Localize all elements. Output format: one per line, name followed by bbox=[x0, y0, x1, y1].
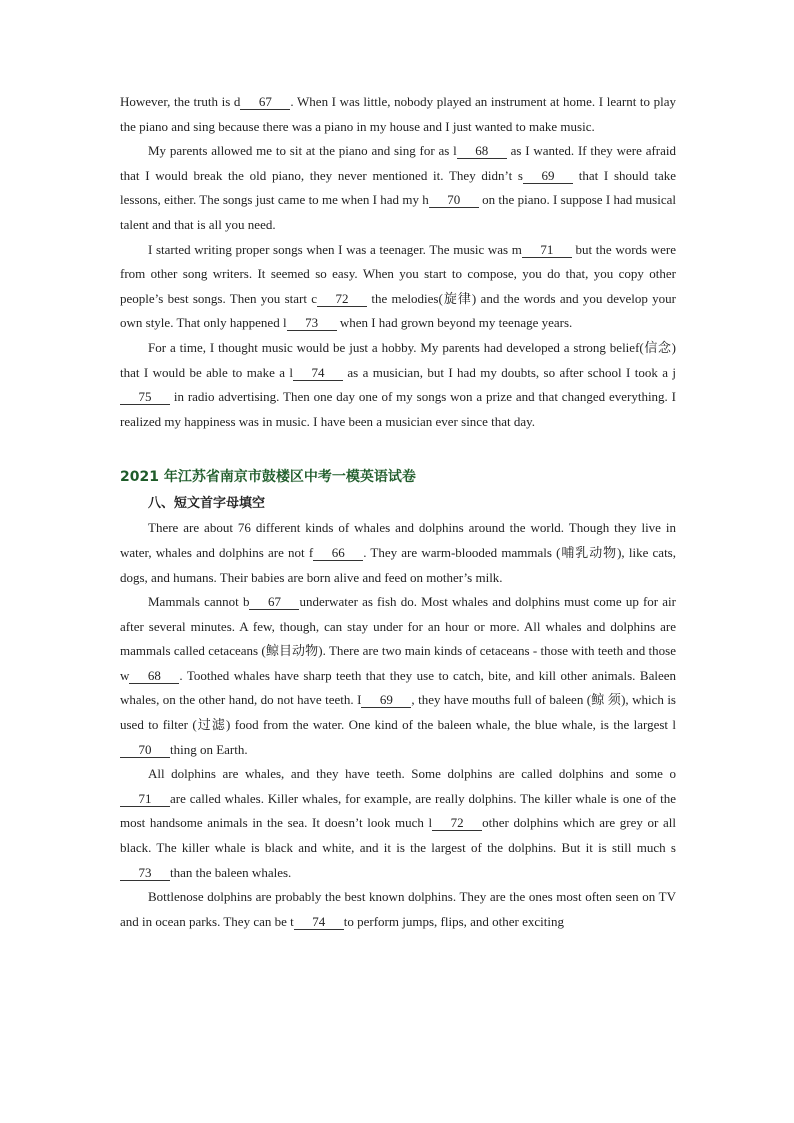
paragraph-text: I started writing proper songs when I was a teenager. The music was m bbox=[148, 241, 522, 257]
paragraph-text: Mammals cannot b bbox=[148, 594, 250, 610]
paragraph-text: on the piano. I suppose I had musical talent and that is all you need. bbox=[120, 192, 676, 232]
paragraph-text: There are about 76 different kinds of whales and dolphins around the world. Though they live in water, whales and dolphins are not f bbox=[120, 520, 676, 560]
paragraph-text: in radio advertising. Then one day one of my songs won a prize and that changed everything. I realized my happiness was in music. I have been a musician ever since that day. bbox=[120, 389, 676, 429]
section-two bbox=[120, 464, 676, 934]
paragraph-text: . They are warm-blooded mammals (哺乳动物), like cats, dogs, and humans. Their babies are born alive and feed on mother’s milk. bbox=[120, 544, 676, 585]
answer-blank[interactable]: 67 bbox=[249, 594, 299, 610]
paragraph-text: than the baleen whales. bbox=[170, 864, 292, 880]
answer-blank[interactable]: 72 bbox=[317, 291, 367, 307]
paragraph-text: My parents allowed me to sit at the piano and sing for as l bbox=[148, 143, 457, 159]
paragraph-text: However, the truth is d bbox=[120, 94, 241, 109]
paragraph bbox=[120, 885, 676, 934]
paragraph-text: but the words were from other song writers. It seemed so easy. When you start to compose, you do that, you copy other people’s best songs. Then you start c bbox=[120, 241, 677, 306]
paragraph-text: other dolphins which are grey or all black. The killer whale is black and white, and it is the largest of the dolphins. But it is still much s bbox=[120, 815, 676, 856]
paragraph bbox=[120, 762, 676, 885]
paragraph bbox=[120, 516, 676, 590]
paragraph-text: . When I was little, nobody played an instrument at home. I learnt to play the piano and sing because there was a piano in my house and I just wanted to make music. bbox=[120, 94, 677, 134]
paragraph bbox=[120, 336, 676, 434]
answer-blank[interactable]: 66 bbox=[313, 545, 363, 561]
paragraph bbox=[120, 139, 676, 237]
passage-two bbox=[120, 516, 676, 934]
document-page bbox=[120, 90, 676, 934]
paragraph-text: are called whales. Killer whales, for example, are really dolphins. The killer whale is one of the most handsome animals in the sea. It doesn’t look much l bbox=[120, 790, 676, 831]
paragraph bbox=[120, 590, 676, 762]
paragraph-text: For a time, I thought music would be just a hobby. My parents had developed a strong belief(信念) that I would be able to make a l bbox=[120, 339, 676, 380]
paragraph-text: . Toothed whales have sharp teeth that they use to catch, bite, and kill other animals. Baleen whales, on the other hand, do not have teeth. I bbox=[120, 667, 676, 708]
answer-blank[interactable]: 72 bbox=[432, 815, 482, 831]
answer-blank[interactable]: 74 bbox=[294, 914, 344, 930]
paragraph-text: as I wanted. If they were afraid that I would break the old piano, they never mentioned it. They didn’t s bbox=[120, 143, 676, 183]
answer-blank[interactable]: 73 bbox=[287, 315, 337, 331]
exam-title: 2021 年江苏省南京市鼓楼区中考一模英语试卷 bbox=[120, 469, 416, 486]
paragraph-text: underwater as fish do. Most whales and dolphins must come up for air after several minutes. A few, though, can stay under for an hour or more. All whales and dolphins are mammals called cetaceans (鲸目动物). There are two main kinds of cetaceans - those with teeth and those w bbox=[120, 594, 676, 683]
answer-blank[interactable]: 67 bbox=[240, 94, 290, 110]
paragraph-text: when I had grown beyond my teenage years. bbox=[336, 315, 573, 331]
answer-blank[interactable]: 68 bbox=[129, 668, 179, 684]
answer-blank[interactable]: 75 bbox=[120, 389, 170, 405]
answer-blank[interactable]: 70 bbox=[120, 742, 170, 758]
paragraph-text: the melodies(旋律) and the words and you develop your own style. That only happened l bbox=[120, 290, 677, 331]
paragraph-text: All dolphins are whales, and they have teeth. Some dolphins are called dolphins and some o bbox=[148, 766, 676, 782]
answer-blank[interactable]: 71 bbox=[120, 791, 170, 807]
answer-blank[interactable]: 69 bbox=[523, 168, 573, 184]
paragraph-text: to perform jumps, flips, and other exciting bbox=[343, 913, 564, 929]
passage-one bbox=[120, 90, 676, 434]
paragraph-text: that I should take lessons, either. The songs just came to me when I had my h bbox=[120, 167, 676, 208]
paragraph bbox=[120, 238, 676, 336]
paragraph-text: , they have mouths full of baleen (鲸 须), which is used to filter (过滤) food from the water. One kind of the baleen whale, the blue whale, is the largest l bbox=[120, 692, 676, 733]
paragraph-text: Bottlenose dolphins are probably the best known dolphins. They are the ones most often seen on TV and in ocean parks. They can be t bbox=[120, 889, 676, 929]
paragraph-text: as a musician, but I had my doubts, so after school I took a j bbox=[343, 364, 676, 380]
section-heading: 八、短文首字母填空 bbox=[148, 496, 266, 512]
answer-blank[interactable]: 68 bbox=[457, 143, 507, 159]
paragraph-text: thing on Earth. bbox=[170, 741, 248, 757]
answer-blank[interactable]: 70 bbox=[429, 192, 479, 208]
answer-blank[interactable]: 73 bbox=[120, 865, 170, 881]
answer-blank[interactable]: 69 bbox=[361, 692, 411, 708]
answer-blank[interactable]: 74 bbox=[293, 365, 343, 381]
paragraph bbox=[120, 90, 676, 139]
answer-blank[interactable]: 71 bbox=[522, 242, 572, 258]
